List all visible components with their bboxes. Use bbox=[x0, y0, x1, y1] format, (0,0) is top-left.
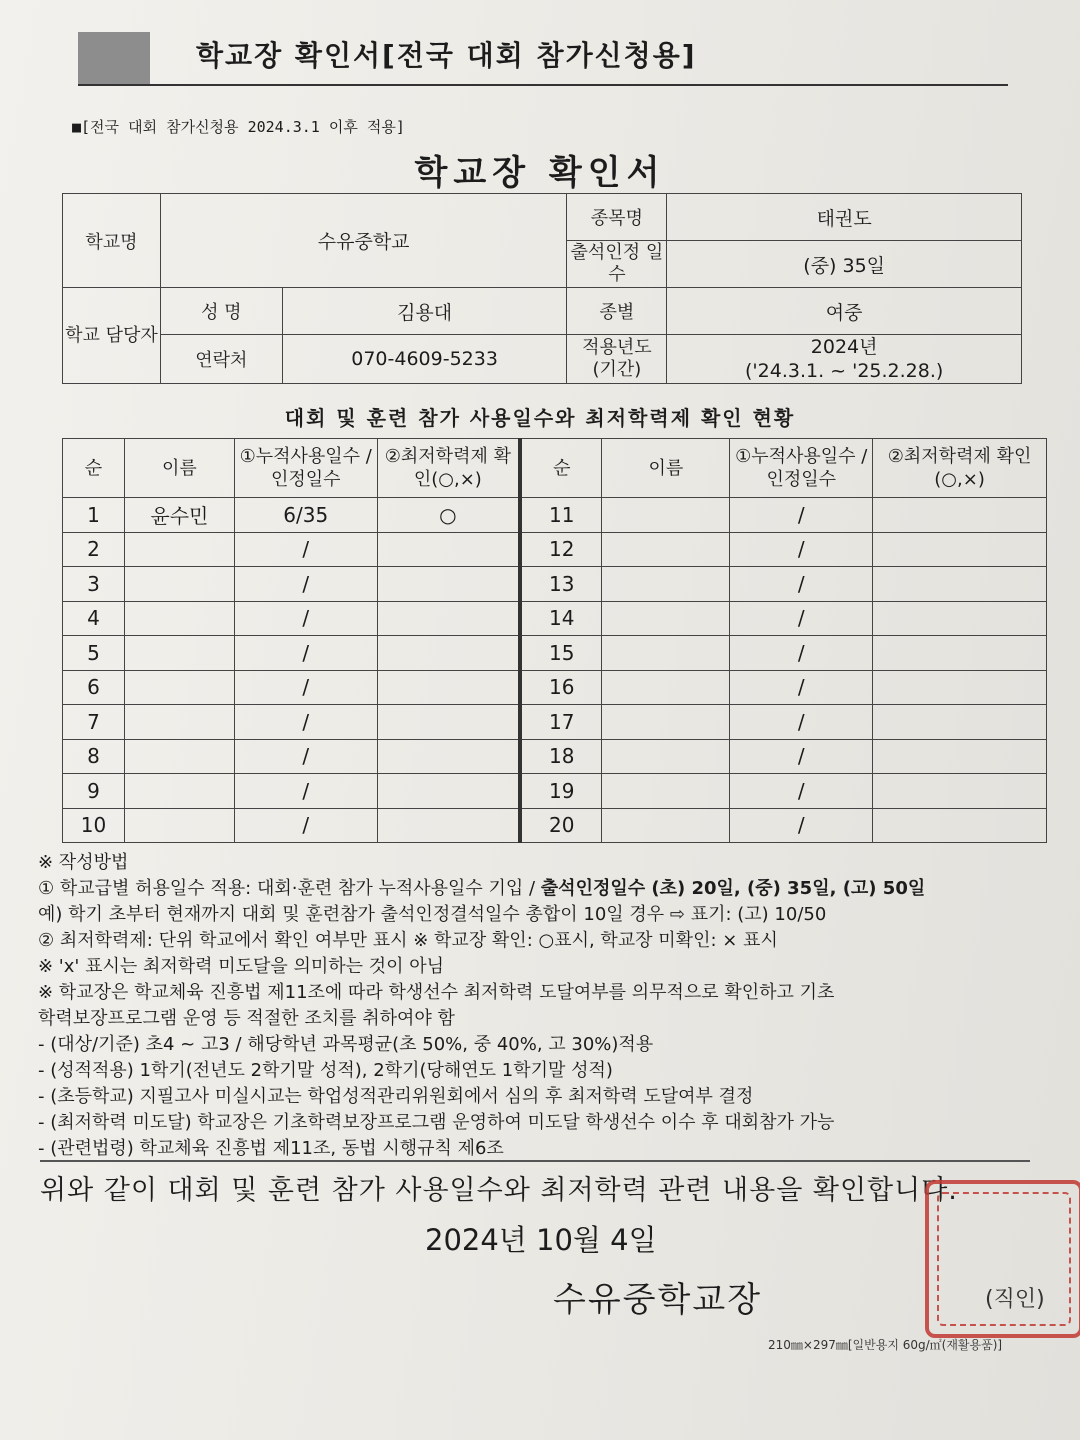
used-days: / bbox=[730, 808, 873, 843]
row-number: 14 bbox=[520, 601, 602, 636]
row-number: 19 bbox=[520, 774, 602, 809]
used-days: / bbox=[234, 774, 377, 809]
min-academic-check bbox=[873, 636, 1047, 671]
min-academic-check bbox=[873, 774, 1047, 809]
min-academic-check bbox=[377, 739, 520, 774]
contact-label: 연락처 bbox=[160, 335, 282, 384]
student-name bbox=[124, 670, 234, 705]
row-number: 17 bbox=[520, 705, 602, 740]
principal-signature: 수유중학교장 bbox=[553, 1280, 763, 1320]
min-academic-check bbox=[377, 601, 520, 636]
student-name bbox=[602, 739, 730, 774]
used-days: / bbox=[730, 498, 873, 533]
row-number: 7 bbox=[63, 705, 125, 740]
used-days: / bbox=[730, 636, 873, 671]
roster-table bbox=[62, 438, 1047, 843]
year-label: 적용년도 (기간) bbox=[567, 335, 667, 384]
row-number: 4 bbox=[63, 601, 125, 636]
student-name bbox=[124, 808, 234, 843]
min-academic-check bbox=[377, 774, 520, 809]
row-number: 2 bbox=[63, 532, 125, 567]
min-academic-check bbox=[873, 705, 1047, 740]
contact-value: 070-4609-5233 bbox=[282, 335, 567, 384]
instruction-line-8: - (성적적용) 1학기(전년도 2학기말 성적), 2학기(당해연도 1학기말 성적) bbox=[38, 1060, 613, 1081]
used-days: 6/35 bbox=[234, 498, 377, 533]
table-row bbox=[63, 705, 1047, 740]
used-days: / bbox=[730, 670, 873, 705]
document-title: 학교장 확인서 bbox=[414, 153, 666, 193]
used-days: / bbox=[730, 774, 873, 809]
table-row bbox=[63, 808, 1047, 843]
used-days: / bbox=[234, 636, 377, 671]
student-name bbox=[124, 636, 234, 671]
header-rule bbox=[78, 84, 1008, 86]
used-days: / bbox=[730, 739, 873, 774]
instruction-line-3: ② 최저학력제: 단위 학교에서 확인 여부만 표시 ※ 학교장 확인: ○표시, 학교장 미확인: × 표시 bbox=[38, 930, 778, 951]
min-academic-check bbox=[873, 739, 1047, 774]
table-row bbox=[63, 739, 1047, 774]
student-name bbox=[602, 601, 730, 636]
school-info-table bbox=[62, 193, 1022, 384]
section-title: 대회 및 훈련 참가 사용일수와 최저학력제 확인 현황 bbox=[284, 406, 796, 430]
min-academic-check bbox=[873, 532, 1047, 567]
row-number: 16 bbox=[520, 670, 602, 705]
period-value: ('24.3.1. ~ '25.2.28.) bbox=[745, 360, 944, 382]
category-label: 종별 bbox=[567, 288, 667, 335]
sport-label: 종목명 bbox=[567, 194, 667, 241]
used-days: / bbox=[234, 739, 377, 774]
header-no-left: 순 bbox=[63, 439, 125, 498]
min-academic-check bbox=[377, 705, 520, 740]
used-days: / bbox=[234, 567, 377, 602]
used-days: / bbox=[730, 705, 873, 740]
manager-name-label: 성 명 bbox=[160, 288, 282, 335]
table-row bbox=[63, 567, 1047, 602]
official-seal-stamp bbox=[925, 1180, 1080, 1338]
student-name bbox=[602, 636, 730, 671]
header-no-right: 순 bbox=[520, 439, 602, 498]
used-days: / bbox=[234, 808, 377, 843]
student-name bbox=[124, 705, 234, 740]
student-name: 윤수민 bbox=[124, 498, 234, 533]
instructions-heading: ※ 작성방법 bbox=[38, 852, 129, 873]
instruction-line-9: - (초등학교) 지필고사 미실시교는 학업성적관리위원회에서 심의 후 최저학력 도달여부 결정 bbox=[38, 1086, 754, 1107]
instruction-line-1 bbox=[38, 876, 1068, 902]
min-academic-check bbox=[377, 636, 520, 671]
instruction-line-7: - (대상/기준) 초4 ~ 고3 / 해당학년 과목평균(초 50%, 중 40%, 고 30%)적용 bbox=[38, 1034, 654, 1055]
min-academic-check bbox=[873, 601, 1047, 636]
student-name bbox=[602, 498, 730, 533]
row-number: 12 bbox=[520, 532, 602, 567]
student-name bbox=[602, 567, 730, 602]
table-row bbox=[63, 532, 1047, 567]
used-days: / bbox=[730, 601, 873, 636]
used-days: / bbox=[234, 705, 377, 740]
min-academic-check bbox=[377, 567, 520, 602]
student-name bbox=[602, 705, 730, 740]
paper-spec: 210㎜×297㎜[일반용지 60g/㎡(재활용품)] bbox=[768, 1338, 1003, 1352]
instruction-line-1b: 출석인정일수 (초) 20일, (중) 35일, (고) 50일 bbox=[540, 878, 926, 899]
school-name-label: 학교명 bbox=[63, 194, 161, 288]
row-number: 3 bbox=[63, 567, 125, 602]
instructions bbox=[38, 850, 1068, 1162]
row-number: 13 bbox=[520, 567, 602, 602]
row-number: 11 bbox=[520, 498, 602, 533]
table-row bbox=[63, 670, 1047, 705]
student-name bbox=[602, 670, 730, 705]
instruction-line-2: 예) 학기 초부터 현재까지 대회 및 훈련참가 출석인정결석일수 총합이 10일 경우 ⇨ 표기: (고) 10/50 bbox=[38, 904, 827, 925]
instruction-line-4: ※ 'x' 표시는 최저학력 미도달을 의미하는 것이 아님 bbox=[38, 956, 445, 977]
table-row bbox=[63, 498, 1047, 533]
instruction-line-6: 학력보장프로그램 운영 등 적절한 조치를 취하여야 함 bbox=[38, 1008, 455, 1029]
student-name bbox=[124, 601, 234, 636]
header-title: 학교장 확인서[전국 대회 참가신청용] bbox=[196, 39, 697, 72]
student-name bbox=[124, 567, 234, 602]
row-number: 5 bbox=[63, 636, 125, 671]
min-academic-check bbox=[873, 808, 1047, 843]
manager-label: 학교 담당자 bbox=[63, 288, 161, 384]
header-name-right: 이름 bbox=[602, 439, 730, 498]
row-number: 18 bbox=[520, 739, 602, 774]
student-name bbox=[602, 808, 730, 843]
used-days: / bbox=[234, 532, 377, 567]
min-academic-check bbox=[873, 498, 1047, 533]
min-academic-check bbox=[377, 670, 520, 705]
header-days-left: ①누적사용일수 /인정일수 bbox=[234, 439, 377, 498]
seal-label: (직인) bbox=[985, 1287, 1045, 1312]
student-name bbox=[124, 739, 234, 774]
table-row bbox=[63, 636, 1047, 671]
attendance-days-label: 출석인정 일수 bbox=[567, 241, 667, 288]
student-name bbox=[602, 774, 730, 809]
row-number: 20 bbox=[520, 808, 602, 843]
confirmation-statement: 위와 같이 대회 및 훈련 참가 사용일수와 최저학력 관련 내용을 확인합니다. bbox=[40, 1175, 958, 1206]
used-days: / bbox=[234, 601, 377, 636]
confirm-rule bbox=[40, 1160, 1030, 1162]
category-value: 여중 bbox=[667, 288, 1022, 335]
row-number: 1 bbox=[63, 498, 125, 533]
year-cell bbox=[667, 335, 1022, 384]
header-name-left: 이름 bbox=[124, 439, 234, 498]
student-name bbox=[124, 532, 234, 567]
sport-value: 태권도 bbox=[667, 194, 1022, 241]
student-name bbox=[602, 532, 730, 567]
used-days: / bbox=[730, 567, 873, 602]
student-name bbox=[124, 774, 234, 809]
attendance-days-value: (중) 35일 bbox=[667, 241, 1022, 288]
row-number: 9 bbox=[63, 774, 125, 809]
school-name-value: 수유중학교 bbox=[160, 194, 567, 288]
instruction-line-1a: ① 학교급별 허용일수 적용: 대회·훈련 참가 누적사용일수 기입 / bbox=[38, 878, 541, 899]
table-row bbox=[63, 601, 1047, 636]
instruction-line-11: - (관련법령) 학교체육 진흥법 제11조, 동법 시행규칙 제6조 bbox=[38, 1138, 504, 1159]
used-days: / bbox=[730, 532, 873, 567]
manager-name-value: 김용대 bbox=[282, 288, 567, 335]
used-days: / bbox=[234, 670, 377, 705]
row-number: 6 bbox=[63, 670, 125, 705]
header-check-left: ②최저학력제 확인(○,×) bbox=[377, 439, 520, 498]
min-academic-check bbox=[377, 808, 520, 843]
min-academic-check: ○ bbox=[377, 498, 520, 533]
header-marker bbox=[78, 32, 150, 84]
form-subnote: ■[전국 대회 참가신청용 2024.3.1 이후 적용] bbox=[72, 118, 405, 136]
header-check-right: ②최저학력제 확인(○,×) bbox=[873, 439, 1047, 498]
row-number: 10 bbox=[63, 808, 125, 843]
instruction-line-5: ※ 학교장은 학교체육 진흥법 제11조에 따라 학생선수 최저학력 도달여부를 의무적으로 확인하고 기초 bbox=[38, 982, 835, 1003]
row-number: 8 bbox=[63, 739, 125, 774]
min-academic-check bbox=[873, 670, 1047, 705]
row-number: 15 bbox=[520, 636, 602, 671]
issue-date: 2024년 10월 4일 bbox=[425, 1223, 657, 1257]
header-days-right: ①누적사용일수 /인정일수 bbox=[730, 439, 873, 498]
instruction-line-10: - (최저학력 미도달) 학교장은 기초학력보장프로그램 운영하여 미도달 학생선수 이수 후 대회참가 가능 bbox=[38, 1112, 835, 1133]
table-row bbox=[63, 774, 1047, 809]
min-academic-check bbox=[377, 532, 520, 567]
year-value: 2024년 bbox=[810, 336, 878, 358]
min-academic-check bbox=[873, 567, 1047, 602]
